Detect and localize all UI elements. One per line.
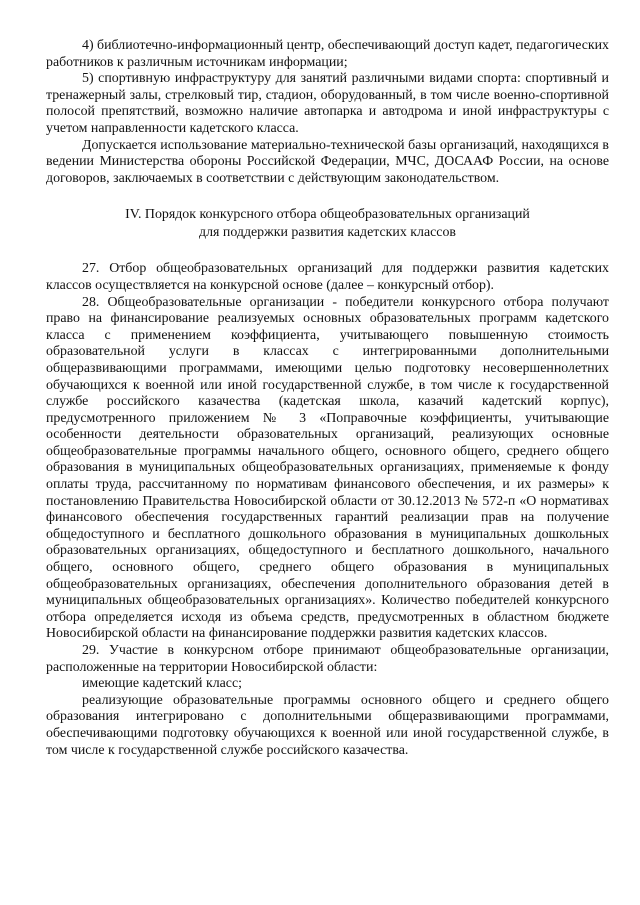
document-page xyxy=(46,38,609,759)
section-heading-line-2: для поддержки развития кадетских классов xyxy=(199,225,456,241)
paragraph-item-4: 4) библиотечно-информационный центр, обеспечивающий доступ кадет, педагогических работников к различным источникам информации; xyxy=(46,38,609,70)
paragraph-29-condition-1: имеющие кадетский класс; xyxy=(82,676,242,692)
paragraph-29-condition-2: реализующие образовательные программы основного общего и среднего общего образования интегрировано с дополнительными общеразвивающими программами, обеспечивающими подготовку обучающихся к военной или иной государственной службе, в том числе к государственной службе российского казачества. xyxy=(46,692,609,758)
paragraph-material-base: Допускается использование материально-технической базы организаций, находящихся в ведении Министерства обороны Российской Федерации, МЧС, ДОСААФ России, на основе договоров, заключаемых в соответствии с действующим законодательством. xyxy=(46,137,609,186)
paragraph-29: 29. Участие в конкурсном отборе принимают общеобразовательные организации, расположенные на территории Новосибирской области: xyxy=(46,643,609,675)
section-heading xyxy=(46,206,609,242)
section-heading-line-1: IV. Порядок конкурсного отбора общеобразовательных организаций xyxy=(125,207,530,223)
paragraph-item-5: 5) спортивную инфраструктуру для занятий различными видами спорта: спортивный и тренажерный залы, стрелковый тир, стадион, оборудованный, в том числе военно-спортивной полосой препятствий, возможно наличие автопарка и автодрома и иной инфраструктуры с учетом направленности кадетского класса. xyxy=(46,71,609,136)
paragraph-28: 28. Общеобразовательные организации - победители конкурсного отбора получают право на финансирование реализуемых основных образовательных программ кадетского класса с применением коэффициента, учитывающего повышенную стоимость образовательной услуги в классах с интегрированными дополнительными общеразвивающими программами, имеющими целью подготовку несовершеннолетних обучающихся к военной или иной государственной службе, в том числе к государственной службе российского казачества (кадетская школа, казачий кадетский корпус), предусмотренного приложением № 3 «Поправочные коэффициенты, учитывающие особенности деятельности образовательных организаций, реализующих основные общеобразовательные программы начального общего, основного общего, среднего общего образования в муниципальных общеобразовательных организациях, применяемые к фонду оплаты труда, рассчитанному по нормативам финансового обеспечения, и их размеры» к постановлению Правительства Новосибирской области от 30.12.2013 № 572-п «О нормативах финансового обеспечения государственных гарантий реализации прав на получение общедоступного и бесплатного дошкольного образования в муниципальных дошкольных образовательных организациях, общедоступного и бесплатного дошкольного, начального общего, основного общего, среднего общего образования в муниципальных общеобразовательных организациях, обеспечения дополнительного образования детей в муниципальных общеобразовательных организациях». Количество победителей конкурсного отбора определяется исходя из объема средств, предусмотренных в областном бюджете Новосибирской области на финансирование поддержки развития кадетских классов. xyxy=(46,294,609,642)
paragraph-27: 27. Отбор общеобразовательных организаций для поддержки развития кадетских классов осуществляется на конкурсной основе (далее – конкурсный отбор). xyxy=(46,261,609,293)
